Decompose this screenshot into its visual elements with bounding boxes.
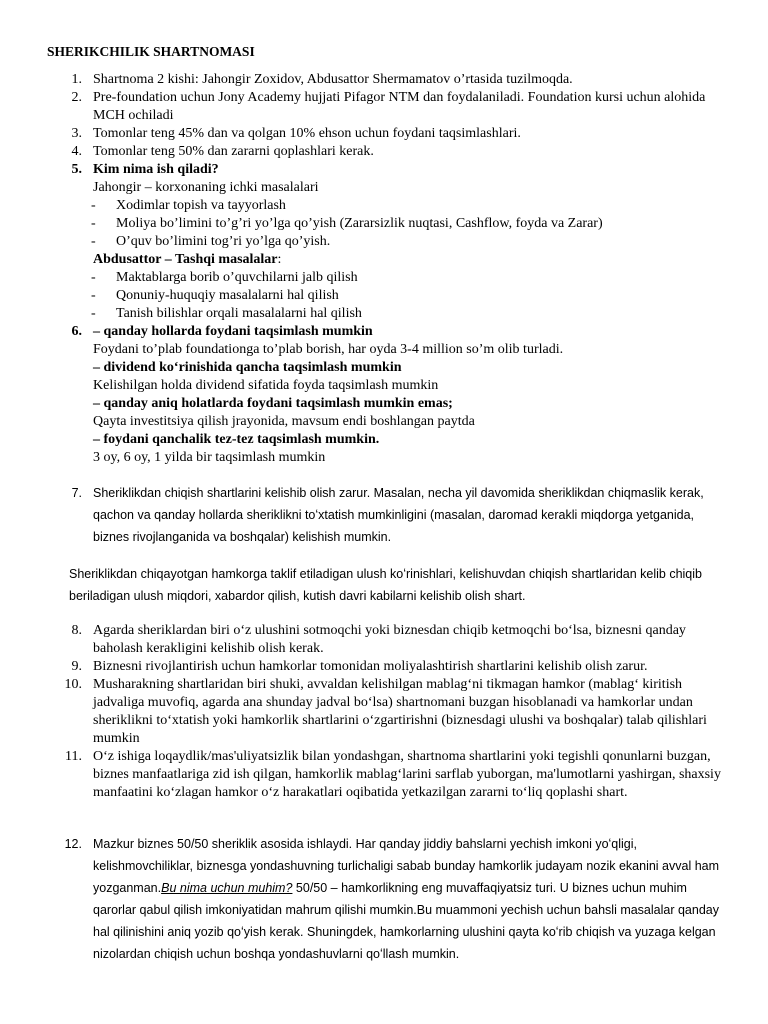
jahongir-heading: Jahongir – korxonaning ichki masalalari <box>93 180 319 195</box>
task-item <box>0 197 768 215</box>
list-item-text: Pre-foundation uchun Jony Academy hujjati Pifagor NTM dan foydalaniladi. Foundation kursi uchun alohida MCH ochiladi <box>93 90 706 123</box>
task-text: Tanish bilishlar orqali masalalarni hal qilish <box>116 306 362 321</box>
list-item-text: Agarda sheriklardan biri o‘z ulushini sotmoqchi yoki biznesdan chiqib ketmoqchi bo‘lsa, biznesni qanday baholash kerakligini kelishib olish kerak. <box>93 623 686 656</box>
abdusattor-heading-colon: : <box>277 252 282 267</box>
profit-question: – dividend ko‘rinishida qancha taqsimlash mumkin <box>93 360 402 375</box>
list-item <box>0 622 768 658</box>
task-text: Moliya bo’limini to’g’ri yo’lga qo’yish (Zararsizlik nuqtasi, Cashflow, foyda va Zarar) <box>116 216 603 231</box>
task-text: Qonuniy-huquqiy masalalarni hal qilish <box>116 288 339 303</box>
dash-bullet: - <box>91 198 96 213</box>
dash-bullet: - <box>91 306 96 321</box>
dash-bullet: - <box>91 234 96 249</box>
list-number: 9. <box>71 659 82 674</box>
list-item <box>0 833 768 965</box>
profit-line: 3 oy, 6 oy, 1 yilda bir taqsimlash mumkin <box>93 450 326 465</box>
task-text: O’quv bo’limini tog’ri yo’lga qo’yish. <box>116 234 331 249</box>
clauses-1-5 <box>0 71 768 467</box>
task-text: Maktablarga borib o’quvchilarni jalb qilish <box>116 270 358 285</box>
list-item <box>0 71 768 89</box>
list-item <box>0 161 768 179</box>
clause-12 <box>0 833 768 965</box>
list-item-text: – qanday hollarda foydani taqsimlash mumkin <box>93 324 373 339</box>
list-number: 4. <box>71 144 82 159</box>
list-item <box>0 143 768 161</box>
dash-bullet: - <box>91 288 96 303</box>
list-item <box>0 323 768 341</box>
list-number: 1. <box>71 72 82 87</box>
list-item-text: Tomonlar teng 45% dan va qolgan 10% ehson uchun foydani taqsimlashlari. <box>93 126 521 141</box>
list-item-text: O‘z ishiga loqaydlik/mas'uliyatsizlik bilan yondashgan, shartnoma shartlarini yoki tegishli qonunlarni buzgan, biznes manfaatlariga zid ish qilgan, hamkorlik mablag‘larini sarflab yuborgan, ma'lumotlarni yashirgan, shaxsiy manfaatini ko‘zlagan hamkor o‘z harakatlari oqibatida yetkazilgan zararni to‘liq qoplashi shart. <box>93 749 721 800</box>
task-text: Xodimlar topish va tayyorlash <box>116 198 286 213</box>
list-item-text: Biznesni rivojlantirish uchun hamkorlar tomonidan moliyalashtirish shartlarini kelishib olish zarur. <box>93 659 648 674</box>
list-item <box>0 482 768 548</box>
dash-bullet: - <box>91 216 96 231</box>
list-item <box>0 89 768 125</box>
list-item <box>0 676 768 748</box>
list-item-text: Kim nima ish qiladi? <box>93 162 219 177</box>
abdusattor-heading-text: Abdusattor – Tashqi masalalar <box>93 252 278 267</box>
list-number: 3. <box>71 126 82 141</box>
list-number: 8. <box>71 623 82 638</box>
dash-bullet: - <box>91 270 96 285</box>
list-number: 11. <box>65 749 82 764</box>
task-item <box>0 215 768 233</box>
clause-7 <box>0 482 768 548</box>
clause-12-text-end: 50/50 – hamkorlikning eng muvaffaqiyatsiz turi. U biznes uchun muhim qarorlar qabul qilish imkoniyatidan mahrum qilishi mumkin.Bu muammoni yechish uchun bahsli masalalar qanday hal qilinishini aniq yozib qoʻyish kerak. Shuningdek, hamkorlarning ulushini qayta koʻrib chiqish va yuzaga kelgan nizolardan chiqish uchun boshqa yondashuvlarni qoʻllash mumkin. <box>93 881 719 961</box>
why-important-link[interactable]: Bu nima uchun muhim? <box>161 881 293 895</box>
abdusattor-heading <box>0 251 768 269</box>
list-number: 5. <box>71 162 82 177</box>
task-item <box>0 233 768 251</box>
list-item-text: Shartnoma 2 kishi: Jahongir Zoxidov, Abdusattor Shermamatov o’rtasida tuzilmoqda. <box>93 72 573 87</box>
list-number: 10. <box>64 677 82 692</box>
clause-12-text-start: Mazkur biznes 50/50 sheriklik asosida ishlaydi. Har qanday jiddiy bahslarni yechish imkoni yoʻqligi, kelishmovchiliklar, biznesga yondashuvning turlichaligi sabab bunday hamkorlik judayam nozik ekanini avval ham yozganman. <box>93 837 720 895</box>
profit-line: Kelishilgan holda dividend sifatida foyda taqsimlash mumkin <box>93 378 439 393</box>
list-item-text <box>93 837 719 961</box>
task-item <box>0 305 768 323</box>
profit-question: – qanday aniq holatlarda foydani taqsimlash mumkin emas; <box>93 396 453 411</box>
list-number: 7. <box>71 486 82 500</box>
exit-terms-paragraph: Sheriklikdan chiqayotgan hamkorga taklif etiladigan ulush koʻrinishlari, kelishuvdan chiqish shartlaridan kelib chiqib beriladigan ulush miqdori, xabardor qilish, kutish davri kabilarni kelishib olish shart. <box>69 567 702 603</box>
list-number: 12. <box>64 837 82 851</box>
task-item <box>0 269 768 287</box>
profit-line: Qayta investitsiya qilish jrayonida, mavsum endi boshlangan paytda <box>93 414 475 429</box>
list-item-text: Musharakning shartlaridan biri shuki, avvaldan kelishilgan mablag‘ni tikmagan hamkor (mablag‘ kiritish jadvaliga muvofiq, agarda ana shunday jadval bo‘lsa) shartnomani buzgan hisoblanadi va hamkorlar undan sheriklikni to‘xtatish yoki hamkorlik shartlarini o‘zgartirishni (biznesdagi ulushi va boshqalar) talab qilishlari mumkin <box>93 677 707 746</box>
profit-line: Foydani to’plab foundationga to’plab borish, har oyda 3-4 million so’m olib turladi. <box>93 342 564 357</box>
list-item-text: Sheriklikdan chiqish shartlarini kelishib olish zarur. Masalan, necha yil davomida sheriklikdan chiqmaslik kerak, qachon va qanday hollarda sheriklikni toʻxtatish mumkinligini (masalan, daromad kerakli miqdorga yetganida, biznes rivojlanganida va boshqalar) kelishish mumkin. <box>93 486 704 544</box>
list-item-text: Tomonlar teng 50% dan zararni qoplashlari kerak. <box>93 144 374 159</box>
list-item <box>0 748 768 802</box>
list-item <box>0 125 768 143</box>
clauses-8-11 <box>0 622 768 802</box>
list-number: 6. <box>71 324 82 339</box>
list-item <box>0 658 768 676</box>
profit-question: – foydani qanchalik tez-tez taqsimlash mumkin. <box>93 432 380 447</box>
document-title: SHERIKCHILIK SHARTNOMASI <box>47 44 255 59</box>
task-item <box>0 287 768 305</box>
list-number: 2. <box>71 90 82 105</box>
